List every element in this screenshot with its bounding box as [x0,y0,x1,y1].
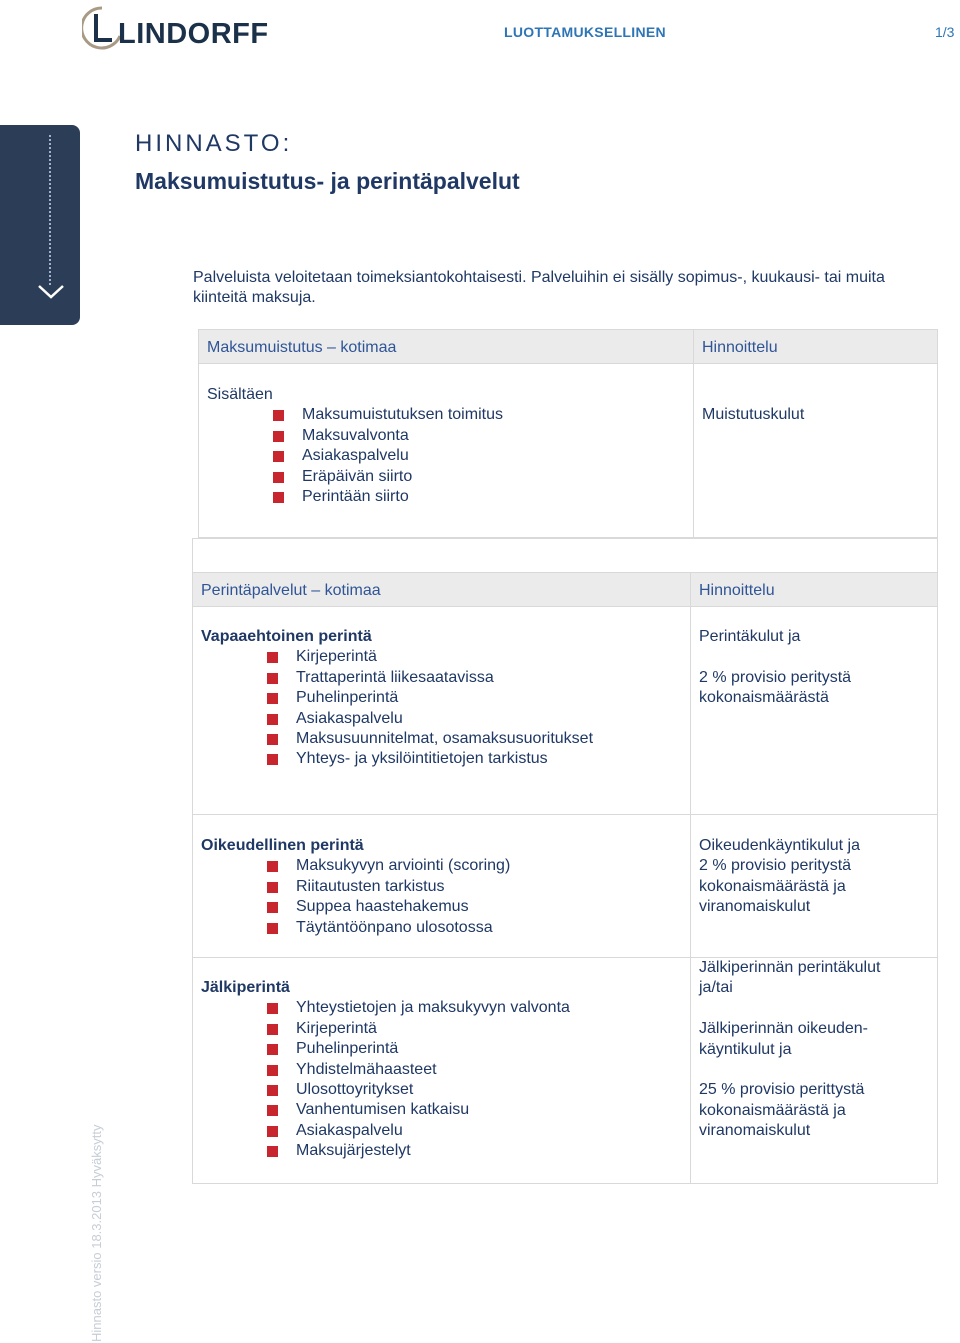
list-item: Asiakaspalvelu [273,446,685,466]
price-line: Oikeudenkäyntikulut ja [699,837,860,854]
price-line: viranomaiskulut [699,1122,811,1140]
reminder-col2-header: Hinnoittelu [694,330,938,364]
table-row [193,607,938,815]
price-line-spacer [699,647,929,667]
legal-collection-list [267,856,682,938]
price-line: käyntikulut ja [699,1040,792,1058]
list-item: Maksumuistutuksen toimitus [273,405,685,425]
price-line: viranomaiskulut [699,898,811,916]
collection-table [192,538,938,1184]
list-item: Puhelinperintä [267,1039,682,1059]
list-item: Asiakaspalvelu [267,1121,682,1141]
legal-price-cell [691,815,938,958]
price-line: 2 % provisio peritystä [699,857,852,875]
reminder-table [198,329,938,538]
list-item: Puhelinperintä [267,688,682,708]
price-line: kokonaismäärästä ja [699,877,846,895]
section-title: Vapaaehtoinen perintä [201,628,372,645]
version-note: Hinnasto versio 18.3.2013 Hyväksytty [89,1124,104,1342]
reminder-col1-header: Maksumuistutus – kotimaa [199,330,694,364]
list-item: Suppea haastehakemus [267,897,682,917]
price-line: kokonaismäärästä [699,689,829,707]
voluntary-price-cell [691,607,938,815]
price-line: 2 % provisio peritystä [699,668,852,686]
list-item: Yhteys- ja yksilöintitietojen tarkistus [267,749,682,769]
reminder-table-row [199,364,938,538]
collection-col1-header: Perintäpalvelut – kotimaa [193,573,691,607]
list-item: Ulosottoyritykset [267,1080,682,1100]
price-line: Jälkiperinnän perintäkulut [699,959,881,976]
list-item: Perintään siirto [273,487,685,507]
table-row [193,958,938,1184]
reminder-table-header [199,330,938,364]
list-item: Maksuvalvonta [273,426,685,446]
after-collection-list [267,998,682,1161]
legal-collection-cell [193,815,691,958]
reminder-services-cell [199,364,694,538]
intro-text: Palveluista veloitetaan toimeksiantokohtaisesti. Palveluihin ei sisälly sopimus-, kuukausi- tai muita kiinteitä maksuja. [193,269,885,306]
reminder-price-cell: Muistutuskulut [694,364,938,538]
list-item: Asiakaspalvelu [267,709,682,729]
side-tab [0,125,80,325]
reminder-service-list [273,405,685,507]
voluntary-collection-cell [193,607,691,815]
price-line: 25 % provisio perittystä [699,1081,865,1099]
section-title: Jälkiperintä [201,979,290,996]
collection-table-header [193,573,938,607]
after-collection-cell [193,958,691,1184]
price-line-spacer [699,1060,929,1080]
page-title: HINNASTO: [135,130,293,157]
section-title: Sisältäen [207,386,273,403]
list-item: Kirjeperintä [267,1019,682,1039]
list-item: Yhdistelmähaasteet [267,1060,682,1080]
voluntary-collection-list [267,647,682,769]
lindorff-logo [82,6,282,58]
price-line: Jälkiperinnän oikeuden- [699,1020,868,1038]
chevron-down-icon [36,283,66,301]
list-item: Eräpäivän siirto [273,467,685,487]
page-number: 1/3 [935,24,955,40]
price-line: Perintäkulut ja [699,628,801,645]
logo-mark-icon [82,6,122,52]
list-item: Maksusuunnitelmat, osamaksusuoritukset [267,729,682,749]
list-item: Yhteystietojen ja maksukyvyn valvonta [267,998,682,1018]
list-item: Maksujärjestelyt [267,1141,682,1161]
logo-text: LINDORFF [118,18,269,50]
tab-dotted-line [49,135,51,285]
spacer-cell [193,539,938,573]
price-line-spacer [699,999,929,1019]
spacer-row [193,539,938,573]
list-item: Täytäntöönpano ulosotossa [267,918,682,938]
list-item: Riitautusten tarkistus [267,877,682,897]
section-title: Oikeudellinen perintä [201,837,364,854]
list-item: Maksukyvyn arviointi (scoring) [267,856,682,876]
price-line: ja/tai [699,979,733,997]
after-price-cell [691,958,938,1184]
list-item: Kirjeperintä [267,647,682,667]
confidentiality-label: LUOTTAMUKSELLINEN [504,24,666,40]
table-row [193,815,938,958]
list-item: Vanhentumisen katkaisu [267,1100,682,1120]
list-item: Trattaperintä liikesaatavissa [267,668,682,688]
page-subtitle: Maksumuistutus- ja perintäpalvelut [135,168,520,194]
collection-col2-header: Hinnoittelu [691,573,938,607]
price-line: kokonaismäärästä ja [699,1101,846,1119]
